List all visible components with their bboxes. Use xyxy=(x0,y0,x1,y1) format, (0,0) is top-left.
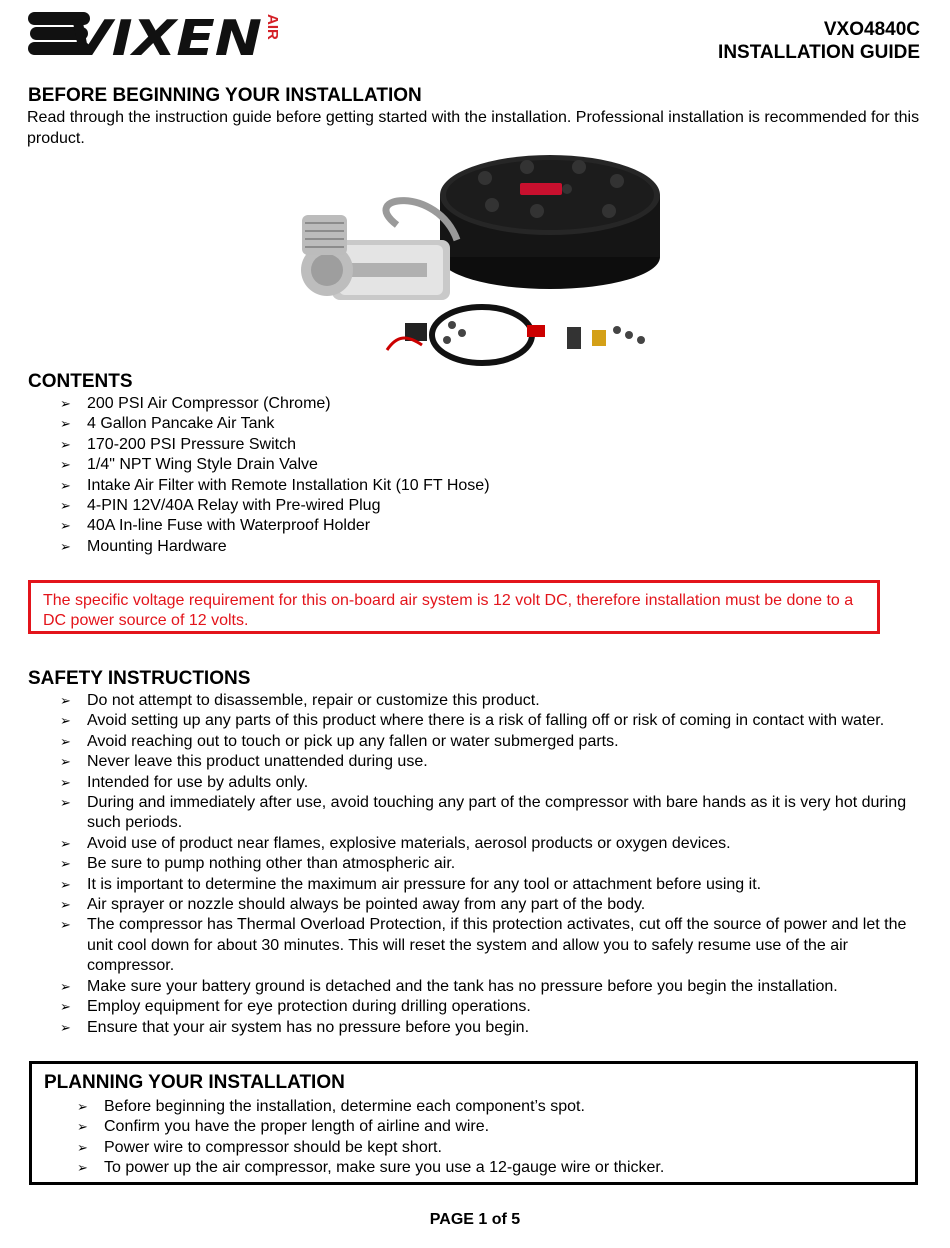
list-item xyxy=(60,854,920,874)
bullet-arrow-icon: ➢ xyxy=(60,978,71,994)
list-item-text: The compressor has Thermal Overload Protection, if this protection activates, cut off the source of power and let the unit cool down for about 30 minutes. This will reset the system and allow you to safely resume use of the air compressor. xyxy=(87,916,907,975)
list-item xyxy=(60,875,920,895)
model-number: VXO4840C xyxy=(823,19,920,40)
list-item xyxy=(60,537,920,557)
list-item-text: It is important to determine the maximum air pressure for any tool or attachment before using it. xyxy=(87,875,762,893)
contents-heading: CONTENTS xyxy=(28,371,133,392)
list-item xyxy=(60,691,920,711)
planning-list xyxy=(77,1097,907,1179)
bullet-arrow-icon: ➢ xyxy=(60,835,71,851)
bullet-arrow-icon: ➢ xyxy=(60,436,71,452)
list-item-text: Employ equipment for eye protection during drilling operations. xyxy=(87,998,531,1016)
planning-box xyxy=(29,1061,918,1185)
list-item xyxy=(60,732,920,752)
vixen-air-logo xyxy=(28,8,286,60)
list-item xyxy=(77,1158,907,1178)
list-item-text: Air sprayer or nozzle should always be pointed away from any part of the body. xyxy=(87,896,646,914)
list-item xyxy=(60,793,920,834)
bullet-arrow-icon: ➢ xyxy=(60,774,71,790)
safety-list xyxy=(60,691,920,1038)
page-number: PAGE 1 of 5 xyxy=(429,1211,521,1228)
bullet-arrow-icon: ➢ xyxy=(60,897,71,913)
list-item-text: 4 Gallon Pancake Air Tank xyxy=(87,415,275,433)
document-title: INSTALLATION GUIDE xyxy=(718,42,920,63)
voltage-warning-box xyxy=(28,580,880,634)
list-item-text: Avoid setting up any parts of this product where there is a risk of falling off or risk of coming in contact with water. xyxy=(87,712,885,730)
bullet-arrow-icon: ➢ xyxy=(60,795,71,811)
bullet-arrow-icon: ➢ xyxy=(60,416,71,432)
list-item-text: Avoid use of product near flames, explosive materials, aerosol products or oxygen devices. xyxy=(87,834,731,852)
list-item xyxy=(60,516,920,536)
bullet-arrow-icon: ➢ xyxy=(60,498,71,514)
bullet-arrow-icon: ➢ xyxy=(77,1160,88,1176)
bullet-arrow-icon: ➢ xyxy=(77,1139,88,1155)
bullet-arrow-icon: ➢ xyxy=(60,538,71,554)
list-item xyxy=(60,915,920,976)
planning-heading: PLANNING YOUR INSTALLATION xyxy=(44,1072,345,1093)
list-item-text: Intake Air Filter with Remote Installation Kit (10 FT Hose) xyxy=(87,476,490,494)
before-paragraph: Read through the instruction guide before getting started with the installation. Professional installation is recommended for this product. xyxy=(27,109,920,147)
before-heading: BEFORE BEGINNING YOUR INSTALLATION xyxy=(28,85,422,106)
list-item-text: To power up the air compressor, make sure you use a 12-gauge wire or thicker. xyxy=(104,1159,665,1177)
document-identifier xyxy=(718,18,920,64)
list-item xyxy=(60,895,920,915)
list-item xyxy=(60,414,920,434)
bullet-arrow-icon: ➢ xyxy=(60,856,71,872)
vixen-logo-mark xyxy=(28,8,286,60)
bullet-arrow-icon: ➢ xyxy=(60,754,71,770)
list-item xyxy=(60,752,920,772)
bullet-arrow-icon: ➢ xyxy=(77,1119,88,1135)
list-item-text: Be sure to pump nothing other than atmospheric air. xyxy=(87,855,456,873)
list-item-text: Mounting Hardware xyxy=(87,537,227,555)
list-item-text: 170-200 PSI Pressure Switch xyxy=(87,435,296,453)
list-item-text: 4-PIN 12V/40A Relay with Pre-wired Plug xyxy=(87,497,381,515)
bullet-arrow-icon: ➢ xyxy=(60,917,71,933)
list-item xyxy=(60,1018,920,1038)
bullet-arrow-icon: ➢ xyxy=(60,457,71,473)
bullet-arrow-icon: ➢ xyxy=(60,999,71,1015)
bullet-arrow-icon: ➢ xyxy=(60,518,71,534)
list-item xyxy=(60,496,920,516)
bullet-arrow-icon: ➢ xyxy=(60,693,71,708)
list-item xyxy=(60,476,920,496)
list-item xyxy=(60,711,920,731)
list-item-text: 40A In-line Fuse with Waterproof Holder xyxy=(87,517,371,535)
list-item xyxy=(60,977,920,997)
list-item-text: Do not attempt to disassemble, repair or customize this product. xyxy=(87,692,540,709)
bullet-arrow-icon: ➢ xyxy=(60,876,71,892)
list-item-text: Intended for use by adults only. xyxy=(87,773,309,791)
bullet-arrow-icon: ➢ xyxy=(60,713,71,729)
list-item-text: 1/4" NPT Wing Style Drain Valve xyxy=(87,456,318,474)
bullet-arrow-icon: ➢ xyxy=(60,733,71,749)
safety-heading: SAFETY INSTRUCTIONS xyxy=(28,668,251,689)
list-item xyxy=(60,455,920,475)
list-item xyxy=(60,394,920,414)
list-item-text: Power wire to compressor should be kept short. xyxy=(104,1138,442,1156)
bullet-arrow-icon: ➢ xyxy=(60,396,71,411)
list-item-text: During and immediately after use, avoid touching any part of the compressor with bare hands as it is very hot during such periods. xyxy=(87,794,907,832)
list-item-text: Never leave this product unattended during use. xyxy=(87,753,428,771)
list-item xyxy=(77,1138,907,1158)
list-item xyxy=(60,435,920,455)
list-item-text: Before beginning the installation, determine each component’s spot. xyxy=(104,1098,585,1115)
product-illustration xyxy=(287,145,667,370)
list-item-text: Make sure your battery ground is detached and the tank has no pressure before you begin the installation. xyxy=(87,977,838,995)
brand-wordmark: VIXEN xyxy=(68,10,262,60)
list-item xyxy=(77,1097,907,1117)
brand-sub-wordmark: AIR xyxy=(264,14,281,40)
list-item xyxy=(60,997,920,1017)
list-item xyxy=(60,834,920,854)
list-item-text: Avoid reaching out to touch or pick up any fallen or water submerged parts. xyxy=(87,732,619,750)
voltage-warning-text: The specific voltage requirement for this on-board air system is 12 volt DC, therefore installation must be done to a DC power source of 12 volts. xyxy=(43,592,854,629)
bullet-arrow-icon: ➢ xyxy=(60,1019,71,1035)
bullet-arrow-icon: ➢ xyxy=(77,1099,88,1114)
list-item-text: Ensure that your air system has no pressure before you begin. xyxy=(87,1018,530,1036)
contents-list xyxy=(60,394,920,557)
product-photo xyxy=(287,145,667,370)
list-item xyxy=(60,773,920,793)
bullet-arrow-icon: ➢ xyxy=(60,477,71,493)
list-item-text: 200 PSI Air Compressor (Chrome) xyxy=(87,395,331,412)
list-item-text: Confirm you have the proper length of airline and wire. xyxy=(104,1118,490,1136)
list-item xyxy=(77,1117,907,1137)
